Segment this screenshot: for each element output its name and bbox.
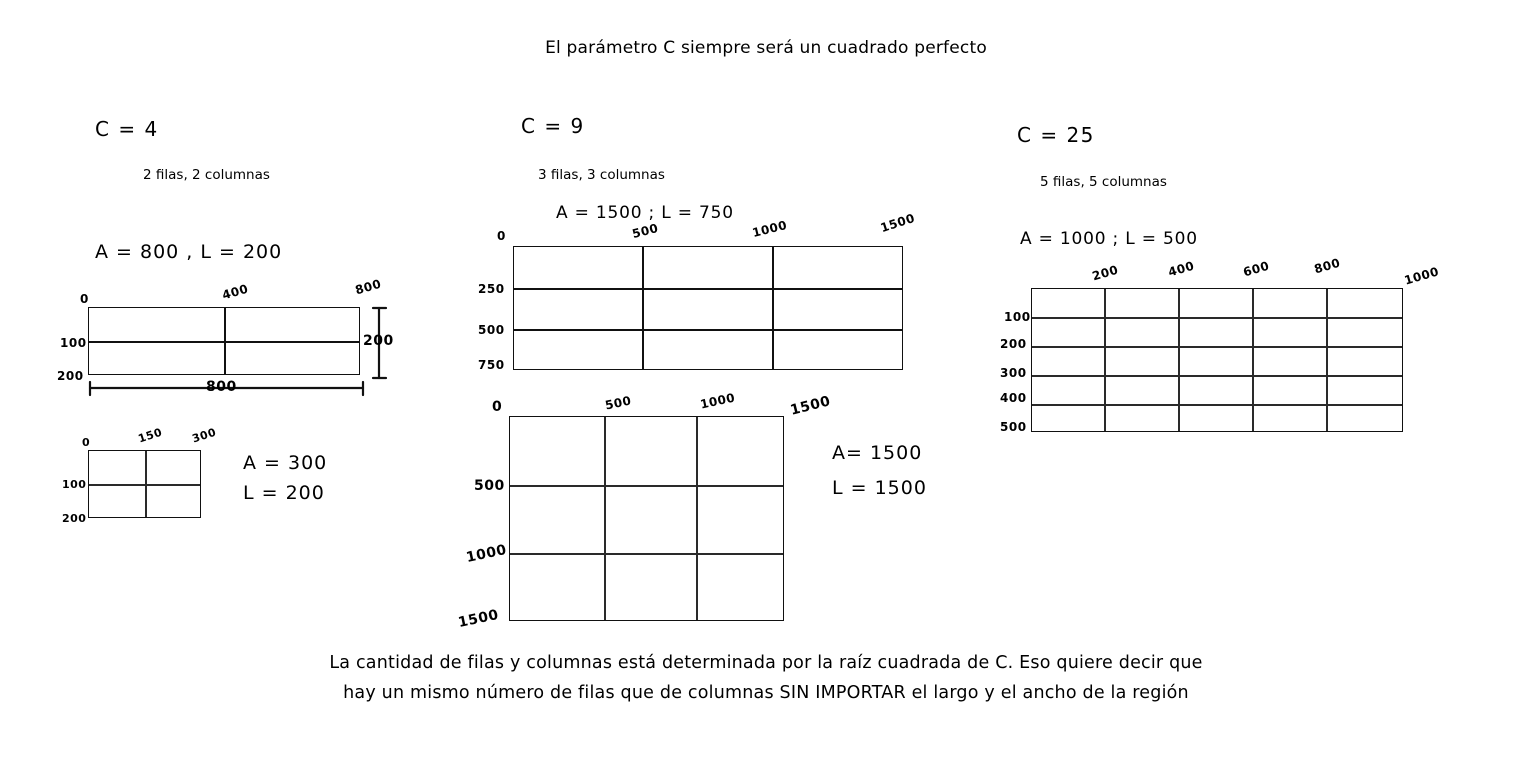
tick-x-150: 150 — [136, 425, 164, 446]
equation-a-1500: A= 1500 — [832, 442, 923, 464]
case-label-c25: C = 25 — [1017, 123, 1095, 147]
dimension-marks-800-200 — [88, 300, 418, 400]
annotation-height-200: 200 — [363, 333, 394, 349]
grid-1500x750 — [513, 246, 903, 370]
page-title: El parámetro C siempre será un cuadrado perfecto — [545, 38, 987, 58]
tick-y-1000: 1000 — [464, 541, 509, 567]
gridline-vertical — [696, 417, 698, 620]
gridline-vertical — [642, 247, 644, 369]
tick-x-0: 0 — [82, 436, 91, 449]
case-sublabel-c9: 3 filas, 3 columnas — [538, 167, 665, 183]
tick-x-200: 200 — [1090, 262, 1120, 284]
tick-x-800: 800 — [353, 276, 383, 298]
equation-l-200: L = 200 — [243, 482, 325, 504]
tick-y-500: 500 — [478, 323, 505, 337]
case-sublabel-c25: 5 filas, 5 columnas — [1040, 174, 1167, 190]
tick-y-100: 100 — [1004, 310, 1031, 324]
tick-y-100: 100 — [62, 478, 87, 491]
footer-line-1: La cantidad de filas y columnas está determinada por la raíz cuadrada de C. Eso quiere decir que — [329, 653, 1203, 673]
equation-1000-500: A = 1000 ; L = 500 — [1020, 229, 1198, 249]
tick-y-750: 750 — [478, 358, 505, 372]
gridline-vertical — [1178, 289, 1180, 431]
gridline-horizontal — [510, 553, 783, 555]
tick-x-600: 600 — [1241, 258, 1271, 280]
gridline-horizontal — [89, 484, 200, 486]
gridline-vertical — [604, 417, 606, 620]
case-sublabel-c4: 2 filas, 2 columnas — [143, 167, 270, 183]
tick-x-500: 500 — [603, 393, 633, 413]
tick-y-1500: 1500 — [456, 606, 501, 632]
tick-y-500: 500 — [1000, 420, 1027, 434]
gridline-vertical — [1326, 289, 1328, 431]
tick-x-0: 0 — [492, 399, 503, 415]
grid-300x200 — [88, 450, 201, 518]
tick-y-200: 200 — [57, 369, 84, 383]
tick-x-400: 400 — [1166, 258, 1196, 280]
equation-1500-750: A = 1500 ; L = 750 — [556, 203, 734, 223]
gridline-horizontal — [1032, 346, 1402, 348]
case-label-c4: C = 4 — [95, 117, 159, 141]
tick-x-0: 0 — [80, 292, 89, 306]
gridline-horizontal — [514, 329, 902, 331]
gridline-vertical — [1252, 289, 1254, 431]
tick-x-500: 500 — [630, 220, 660, 242]
equation-a-300: A = 300 — [243, 452, 328, 474]
tick-x-800: 800 — [1312, 255, 1342, 277]
gridline-vertical — [772, 247, 774, 369]
grid-1500x1500 — [509, 416, 784, 621]
tick-y-200: 200 — [62, 512, 87, 525]
equation-l-1500: L = 1500 — [832, 477, 927, 499]
gridline-horizontal — [514, 288, 902, 290]
grid-1000x500 — [1031, 288, 1403, 432]
tick-x-400: 400 — [220, 281, 250, 303]
tick-x-1500: 1500 — [788, 393, 833, 419]
gridline-horizontal — [1032, 404, 1402, 406]
equation-800-200: A = 800 , L = 200 — [95, 241, 283, 263]
gridline-vertical — [1104, 289, 1106, 431]
case-label-c9: C = 9 — [521, 114, 585, 138]
tick-x-1000: 1000 — [1402, 264, 1441, 288]
gridline-horizontal — [510, 485, 783, 487]
tick-x-0: 0 — [497, 229, 506, 243]
tick-y-500: 500 — [474, 478, 505, 494]
tick-y-100: 100 — [60, 336, 87, 350]
tick-x-1000: 1000 — [698, 390, 737, 412]
annotation-width-800: 800 — [206, 379, 237, 395]
gridline-horizontal — [1032, 317, 1402, 319]
tick-y-400: 400 — [1000, 391, 1027, 405]
tick-y-200: 200 — [1000, 337, 1027, 351]
gridline-horizontal — [1032, 375, 1402, 377]
tick-x-1500: 1500 — [878, 210, 917, 236]
tick-y-300: 300 — [1000, 366, 1027, 380]
tick-x-300: 300 — [190, 425, 218, 446]
tick-y-250: 250 — [478, 282, 505, 296]
tick-x-1000: 1000 — [750, 217, 789, 241]
footer-line-2: hay un mismo número de filas que de columnas SIN IMPORTAR el largo y el ancho de la región — [343, 683, 1189, 703]
